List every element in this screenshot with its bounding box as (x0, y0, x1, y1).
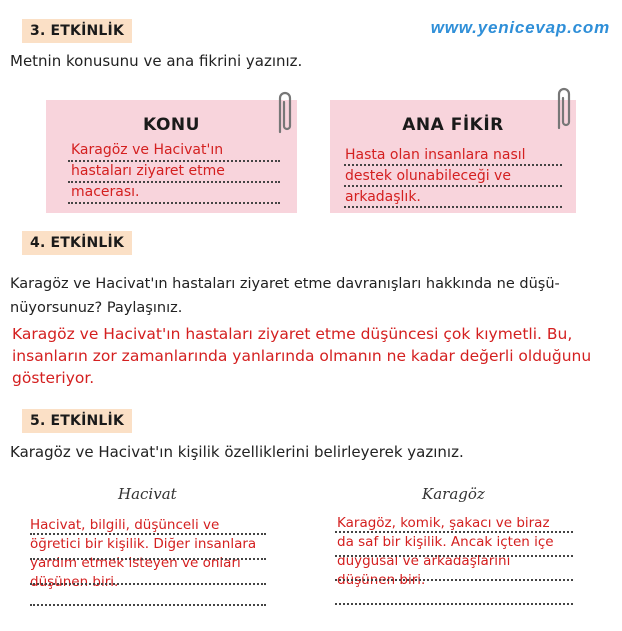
karagoz-dotline (335, 579, 573, 581)
hacivat-dotline (30, 604, 266, 606)
karagoz-dotline (335, 531, 573, 533)
hacivat-dotline (30, 558, 266, 560)
paperclip-icon (273, 88, 295, 138)
karagoz-dotline (335, 555, 573, 557)
ana-fikir-dotline (344, 164, 562, 166)
konu-card (46, 100, 297, 213)
hacivat-dotline (30, 533, 266, 535)
site-logo: www.yenicevap.com (430, 18, 610, 37)
ana-fikir-answer: Hasta olan insanlara nasıl destek olunabileceği ve arkadaşlık. (345, 147, 526, 205)
section-4-prompt-line2: nüyorsunuz? Paylaşınız. (10, 300, 183, 316)
konu-dotline (68, 160, 280, 162)
section-5-heading: 5. ETKİNLİK (22, 409, 132, 433)
karagoz-name: Karagöz (422, 485, 485, 503)
hacivat-answer: Hacivat, bilgili, düşünceli ve öğretici bir kişilik. Diğer insanlara yardım etmek isteyen ve onları düşünen biri. (30, 517, 257, 590)
ana-fikir-dotline (344, 185, 562, 187)
hacivat-dotline (30, 583, 266, 585)
section-4-heading: 4. ETKİNLİK (22, 231, 132, 255)
konu-answer: Karagöz ve Hacivat'ın hastaları ziyaret etme macerası. (71, 142, 225, 200)
section-5-prompt: Karagöz ve Hacivat'ın kişilik özelliklerini belirleyerek yazınız. (10, 443, 464, 461)
paperclip-icon (552, 84, 574, 134)
ana-fikir-title: ANA FİKİR (402, 115, 504, 135)
konu-dotline (68, 181, 280, 183)
karagoz-answer: Karagöz, komik, şakacı ve biraz da saf bir kişilik. Ancak içten içe duygusal ve arkadaşlarını düşünen biri. (337, 515, 554, 588)
section-4-answer: Karagöz ve Hacivat'ın hastaları ziyaret etme düşüncesi çok kıymetli. Bu, insanların zor zamanlarında yanlarında olmanın ne kadar değerli olduğunu gösteriyor. (12, 325, 592, 387)
section-4-prompt-line1: Karagöz ve Hacivat'ın hastaları ziyaret etme davranışları hakkında ne düşü- (10, 276, 560, 292)
section-3-heading: 3. ETKİNLİK (22, 19, 132, 43)
section-3-prompt: Metnin konusunu ve ana fikrini yazınız. (10, 52, 303, 70)
karagoz-dotline (335, 603, 573, 605)
ana-fikir-card (330, 100, 576, 213)
ana-fikir-dotline (344, 206, 562, 208)
hacivat-name: Hacivat (118, 485, 177, 503)
konu-dotline (68, 202, 280, 204)
konu-title: KONU (143, 115, 200, 135)
